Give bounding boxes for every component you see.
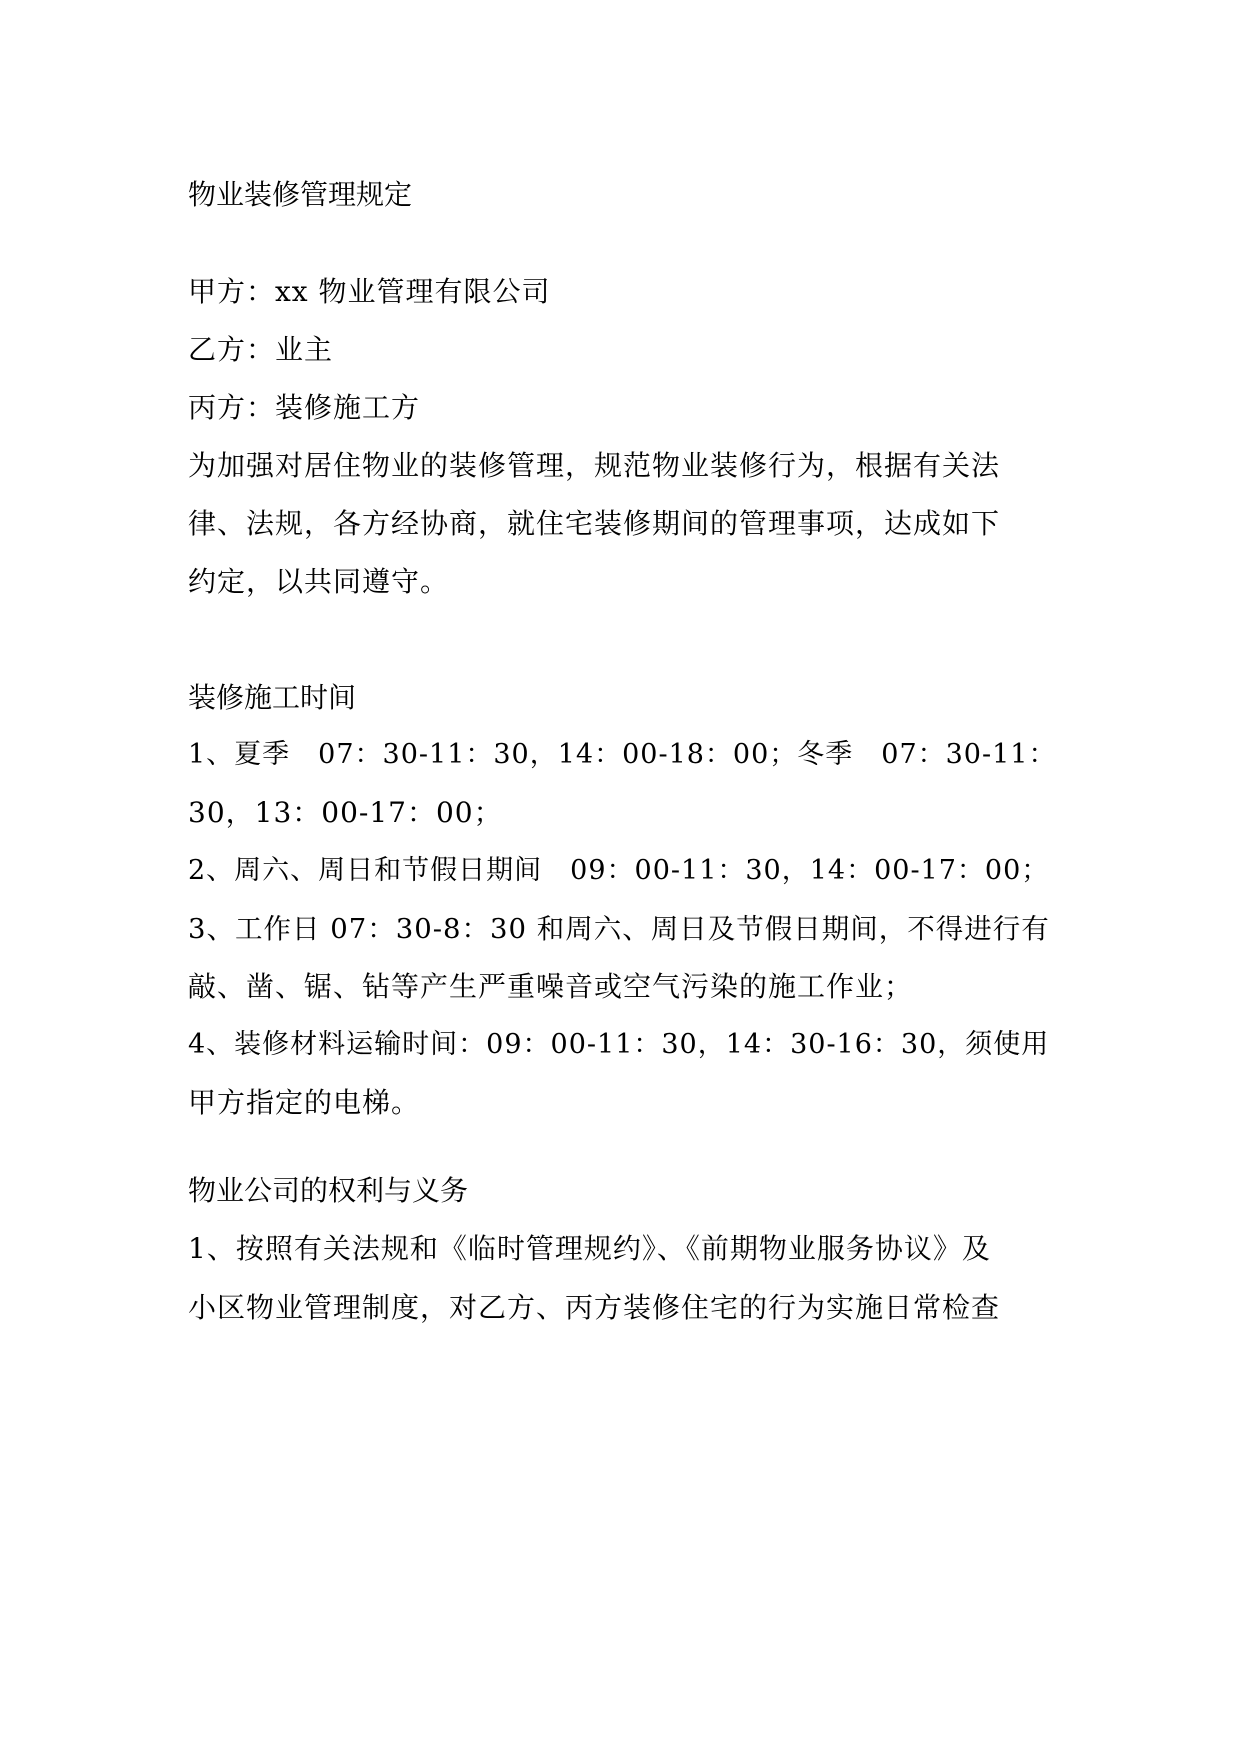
section-heading-time: 装修施工时间 [188, 681, 357, 714]
time-rule-line: 1、夏季 07：30-11：30，14：00-18：00；冬季 07：30-11： [188, 739, 1057, 770]
party-b-line: 乙方：业主 [188, 333, 334, 366]
party-a-line: 甲方：xx 物业管理有限公司 [188, 275, 551, 308]
section-heading-rights: 物业公司的权利与义务 [188, 1174, 469, 1207]
time-rule-line: 2、周六、周日和节假日期间 09：00-11：30，14：00-17：00； [188, 855, 1050, 886]
time-rule-line: 4、装修材料运输时间：09：00-11：30，14：30-16：30，须使用 [188, 1029, 1050, 1060]
time-rule-line: 甲方指定的电梯。 [188, 1086, 421, 1119]
rights-rule-line: 小区物业管理制度，对乙方、丙方装修住宅的行为实施日常检查 [188, 1291, 1001, 1324]
intro-line: 律、法规，各方经协商，就住宅装修期间的管理事项，达成如下 [188, 507, 1001, 540]
rights-rule-line: 1、按照有关法规和《临时管理规约》、《前期物业服务协议》及 [188, 1232, 991, 1265]
intro-line: 约定，以共同遵守。 [188, 565, 450, 598]
time-rule-line: 30，13：00-17：00； [188, 796, 503, 829]
party-c-line: 丙方：装修施工方 [188, 391, 421, 424]
intro-line: 为加强对居住物业的装修管理，规范物业装修行为，根据有关法 [188, 449, 1001, 482]
document-title: 物业装修管理规定 [188, 178, 413, 211]
time-rule-line: 敲、凿、锯、钻等产生严重噪音或空气污染的施工作业； [188, 970, 914, 1003]
time-rule-line: 3、工作日 07：30-8：30 和周六、周日及节假日期间，不得进行有 [188, 913, 1050, 945]
